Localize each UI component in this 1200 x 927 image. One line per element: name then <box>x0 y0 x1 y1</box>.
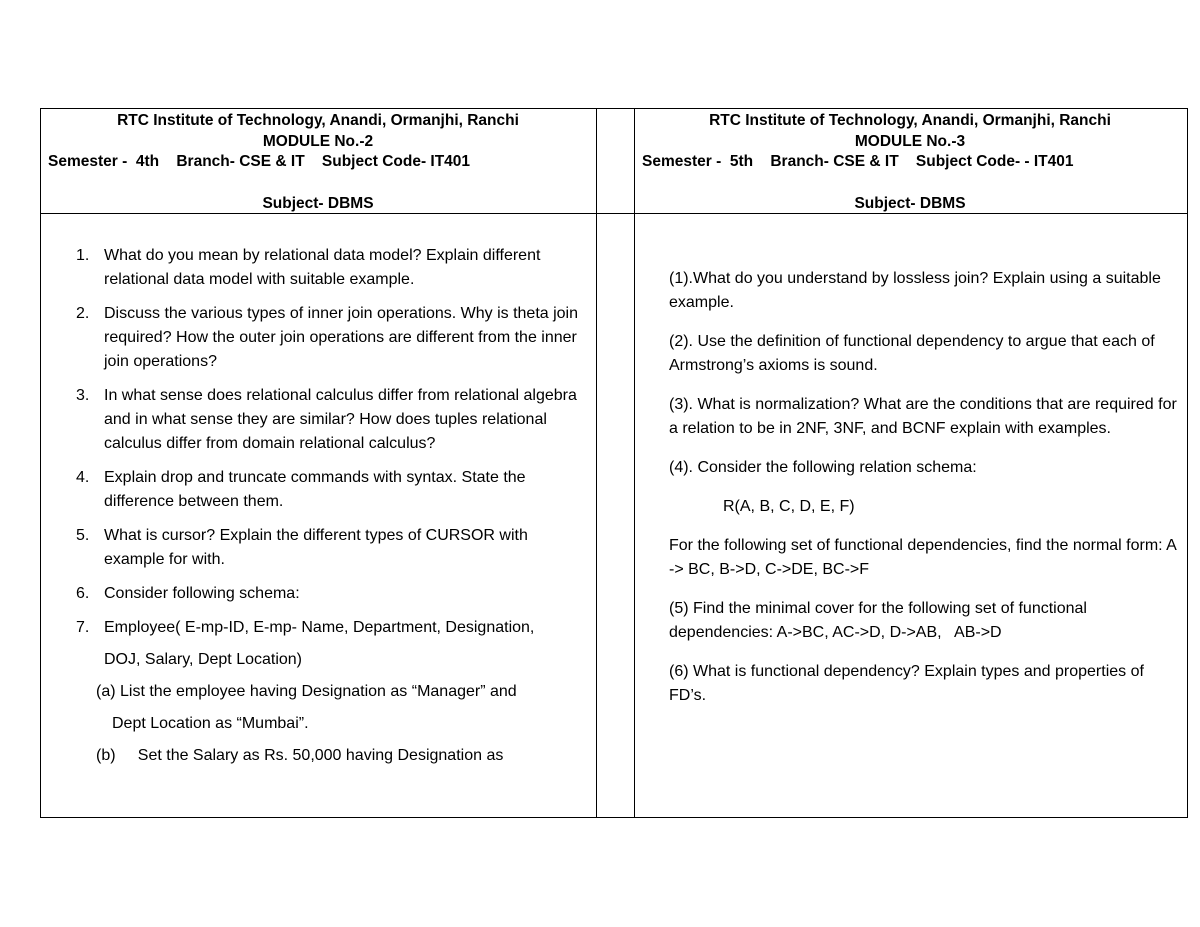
question-text: Discuss the various types of inner join operations. Why is theta join required? How the outer join operations are different from the inner join operations? <box>104 305 579 370</box>
left-semester-line: Semester - 4th Branch- CSE & IT Subject Code- IT401 <box>48 153 471 170</box>
right-semester-line: Semester - 5th Branch- CSE & IT Subject Code- - IT401 <box>642 153 1074 170</box>
right-header <box>642 111 1178 214</box>
left-question-list <box>76 244 586 768</box>
right-question-list <box>669 267 1177 723</box>
relation-schema: R(A, B, C, D, E, F) <box>723 498 855 515</box>
left-institute-name: RTC Institute of Technology, Anandi, Ormanjhi, Ranchi <box>117 112 519 129</box>
right-question-1: (1).What do you understand by lossless join? Explain using a suitable example. <box>669 270 1161 311</box>
right-question-5: (5) Find the minimal cover for the following set of functional dependencies: A->BC, AC->D, D->AB, AB->D <box>669 600 1092 641</box>
question-text: Explain drop and truncate commands with syntax. State the difference between them. <box>104 469 526 510</box>
right-module-number: MODULE No.-3 <box>854 132 966 150</box>
list-item <box>76 384 586 456</box>
question-number: 3. <box>76 387 90 404</box>
border-mid-left <box>596 108 597 818</box>
fd-question: For the following set of functional dependencies, find the normal form: A -> BC, B->D, C->DE, BC->F <box>669 537 1176 578</box>
list-item <box>76 524 586 572</box>
question-number: 5. <box>76 527 90 544</box>
list-item <box>76 616 586 640</box>
right-question-6: (6) What is functional dependency? Explain types and properties of FD’s. <box>669 663 1144 704</box>
border-right <box>1187 108 1188 818</box>
border-top <box>40 108 1188 109</box>
list-item <box>76 582 586 606</box>
question-number: 7. <box>76 619 90 636</box>
border-mid-right <box>634 108 635 818</box>
right-question-4: (4). Consider the following relation schema: <box>669 459 977 476</box>
question-text: In what sense does relational calculus differ from relational algebra and in what sense they are similar? How does tuples relational calculus differ from domain relational calculus? <box>104 387 577 452</box>
left-header <box>48 111 588 214</box>
question-text: Employee( E-mp-ID, E-mp- Name, Department, Designation, <box>104 619 535 636</box>
border-left <box>40 108 41 818</box>
right-question-2: (2). Use the definition of functional dependency to argue that each of Armstrong’s axioms is sound. <box>669 333 1155 374</box>
question-number: 6. <box>76 585 90 602</box>
question-number: 1. <box>76 247 90 264</box>
question-text: What do you mean by relational data model? Explain different relational data model with suitable example. <box>104 247 541 288</box>
right-subject: Subject- DBMS <box>854 194 966 212</box>
schema-continuation: DOJ, Salary, Dept Location) <box>104 651 303 668</box>
list-item <box>76 466 586 514</box>
right-question-3: (3). What is normalization? What are the conditions that are required for a relation to be in 2NF, 3NF, and BCNF explain with examples. <box>669 396 1177 437</box>
question-text: Consider following schema: <box>104 585 300 602</box>
left-subject: Subject- DBMS <box>262 194 374 212</box>
sub-question-a-line2: Dept Location as “Mumbai”. <box>112 715 309 732</box>
border-bottom <box>40 817 1188 818</box>
question-number: 4. <box>76 469 90 486</box>
left-module-number: MODULE No.-2 <box>262 132 374 150</box>
sub-question-b: (b) Set the Salary as Rs. 50,000 having Designation as <box>96 747 504 764</box>
list-item <box>76 302 586 374</box>
sub-question-a-line1: (a) List the employee having Designation as “Manager” and <box>96 683 517 700</box>
question-text: What is cursor? Explain the different types of CURSOR with example for with. <box>104 527 528 568</box>
list-item <box>76 244 586 292</box>
question-number: 2. <box>76 305 90 322</box>
question-sheet <box>40 108 1188 818</box>
right-institute-name: RTC Institute of Technology, Anandi, Ormanjhi, Ranchi <box>709 112 1111 129</box>
